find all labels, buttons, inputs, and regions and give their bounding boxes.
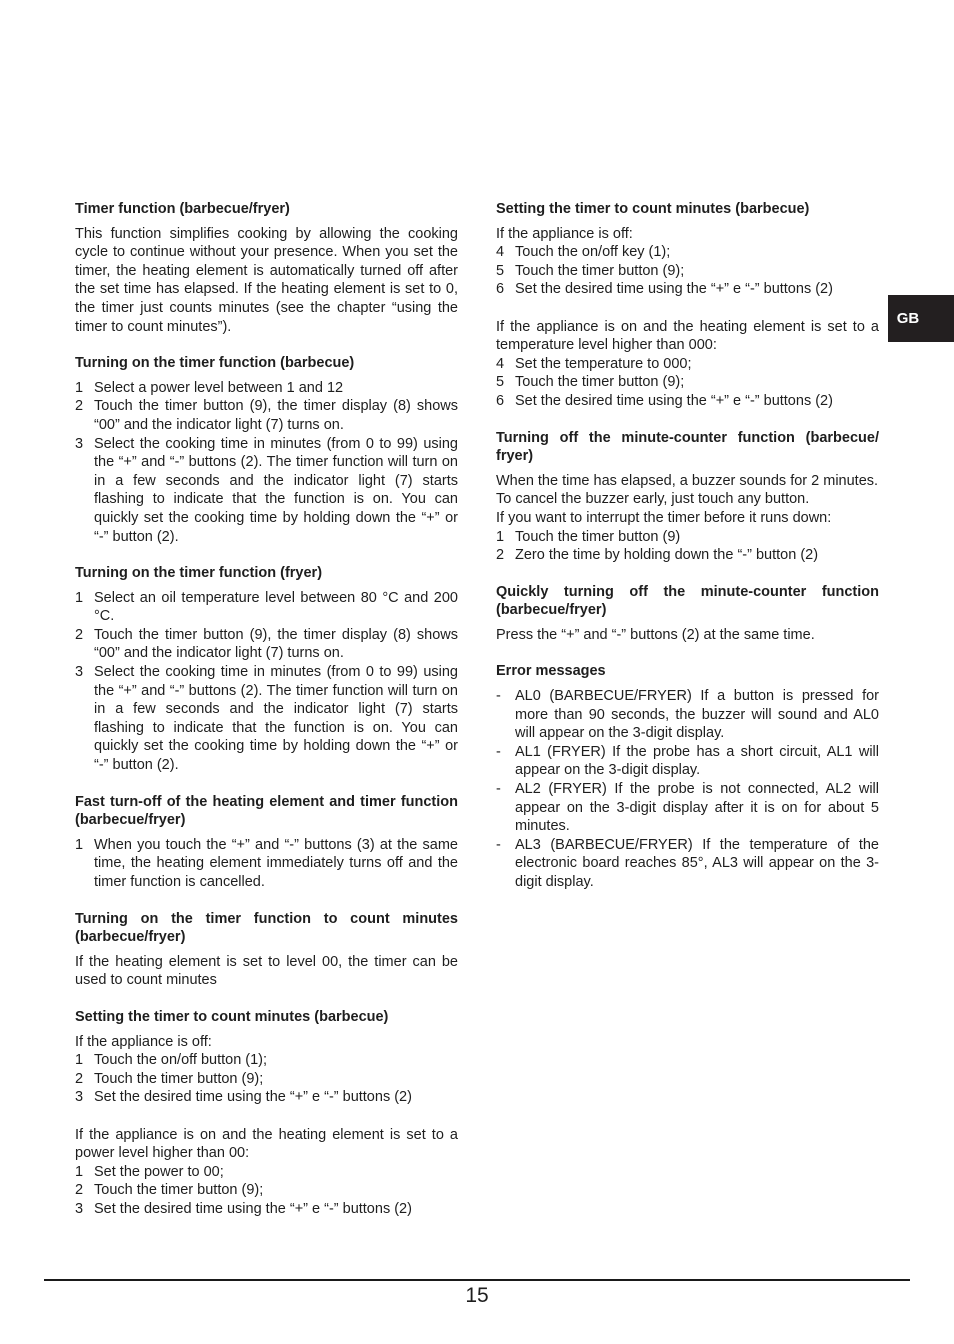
step-text: Set the desired time using the “+” e “-” buttons (2) <box>515 392 833 409</box>
condition-text: If the appliance is on and the heating element is set to a temperature level higher than 000: <box>496 318 879 354</box>
step-text: Touch the timer button (9); <box>515 374 685 391</box>
spacer <box>496 299 879 318</box>
step-text: Touch the on/off button (1); <box>94 1052 268 1069</box>
condition-text: If the appliance is on and the heating element is set to a power level higher than 00: <box>75 1126 458 1162</box>
step-number: 5 <box>496 262 505 279</box>
list-item <box>496 780 879 836</box>
step-number: 2 <box>75 1182 84 1199</box>
list-item <box>496 687 879 743</box>
section-error-messages <box>496 662 879 891</box>
step-text: Touch the timer button (9); <box>94 1070 264 1087</box>
step-text: Touch the timer button (9), the timer display (8) shows “00” and the indicator light (7) turns on. <box>94 398 458 433</box>
list-item <box>75 1200 458 1219</box>
step-number: 3 <box>75 1200 84 1217</box>
error-text: AL2 (FRYER) If the probe is not connected, AL2 will appear on the 3-digit display after it is on for about 5 minutes. <box>515 781 879 835</box>
footer-divider <box>44 1279 910 1281</box>
dash-marker: - <box>496 743 501 760</box>
spacer <box>75 1107 458 1126</box>
section-count-minutes <box>75 910 458 990</box>
step-text: Touch the timer button (9); <box>94 1182 264 1199</box>
step-number: 1 <box>75 379 84 396</box>
section-turning-off-minute-counter <box>496 429 879 565</box>
list-item <box>75 626 458 663</box>
step-number: 1 <box>496 528 505 545</box>
step-text: Touch the timer button (9), the timer display (8) shows “00” and the indicator light (7) turns on. <box>94 626 458 662</box>
step-text: Touch the timer button (9); <box>515 262 685 279</box>
step-number: 2 <box>75 1070 84 1087</box>
language-tab: GB <box>888 295 954 342</box>
list-item <box>496 262 879 281</box>
section-heading: Fast turn-off of the heating element and timer function (barbecue/fryer) <box>75 793 458 829</box>
section-heading: Turning on the timer function (fryer) <box>75 565 323 582</box>
condition-text: If the appliance is off: <box>75 1033 212 1050</box>
step-text: Select an oil temperature level between 80 °C and 200 °C. <box>94 589 458 625</box>
list-item <box>496 373 879 392</box>
step-number: 1 <box>75 1163 84 1180</box>
section-body: To cancel the buzzer early, just touch any button. <box>496 491 810 508</box>
list-item <box>496 836 879 892</box>
section-body: If you want to interrupt the timer before it runs down: <box>496 509 832 526</box>
list-item <box>496 280 879 299</box>
error-text: AL1 (FRYER) If the probe has a short circuit, AL1 will appear on the 3-digit display. <box>515 743 879 779</box>
list-item <box>75 1051 458 1070</box>
section-body: Press the “+” and “-” buttons (2) at the same time. <box>496 626 815 643</box>
left-column <box>75 200 458 1237</box>
step-list <box>75 836 458 892</box>
list-item <box>75 1070 458 1089</box>
list-item <box>496 392 879 411</box>
step-number: 3 <box>75 435 84 452</box>
step-number: 6 <box>496 392 505 409</box>
step-text: Set the desired time using the “+” e “-” buttons (2) <box>515 281 833 298</box>
step-text: Set the power to 00; <box>94 1163 224 1180</box>
section-timer-on-fryer <box>75 564 458 775</box>
step-list <box>75 379 458 546</box>
step-number: 3 <box>75 1089 84 1106</box>
page-number: 15 <box>465 1284 489 1307</box>
step-number: 2 <box>496 547 505 564</box>
step-text: Zero the time by holding down the “-” button (2) <box>515 547 819 564</box>
section-heading: Turning on the timer function to count minutes (barbecue/fryer) <box>75 910 458 946</box>
section-body: This function simplifies cooking by allowing the cooking cycle to continue without your presence. When you set the timer, the heating element is automatically turned off after the set time has elapsed. If the heating element is set to 0, the timer just counts minutes (see the chapter “using the timer to count minutes”). <box>75 225 458 335</box>
step-list <box>75 1051 458 1107</box>
dash-marker: - <box>496 781 501 798</box>
section-fast-turn-off <box>75 793 458 892</box>
list-item <box>496 243 879 262</box>
section-setting-timer-barbecue <box>75 1008 458 1219</box>
step-text: Set the desired time using the “+” e “-” buttons (2) <box>94 1200 412 1217</box>
step-number: 1 <box>75 1052 84 1069</box>
step-text: Select the cooking time in minutes (from 0 to 99) using the “+” and “-” buttons (2). The timer function will turn on in a few seconds and the indicator light (7) starts flashing to indicate that the function is on. You can quickly set the cooking time by holding down the “+” or “-” button (2). <box>94 435 458 545</box>
section-heading: Error messages <box>496 663 606 680</box>
list-item <box>496 743 879 780</box>
step-text: Select the cooking time in minutes (from 0 to 99) using the “+” and “-” buttons (2). The timer function will turn on in a few seconds and the indicator light (7) starts flashing to indicate that the function is on. You can quickly set the cooking time by holding down the “+” or “-” button (2). <box>94 664 458 774</box>
step-number: 5 <box>496 374 505 391</box>
list-item <box>75 397 458 434</box>
list-item <box>75 663 458 775</box>
step-text: When you touch the “+” and “-” buttons (3) at the same time, the heating element immediately turns off and the timer function is cancelled. <box>94 836 458 890</box>
step-number: 4 <box>496 355 505 372</box>
dash-marker: - <box>496 836 501 853</box>
error-text: AL3 (BARBECUE/FRYER) If the temperature of the electronic board reaches 85°, AL3 will appear on the 3-digit display. <box>515 836 879 890</box>
step-list <box>496 355 879 411</box>
step-text: Touch the timer button (9) <box>515 528 681 545</box>
condition-text: If the appliance is off: <box>496 225 633 242</box>
step-number: 6 <box>496 281 505 298</box>
step-number: 3 <box>75 664 84 681</box>
step-text: Touch the on/off key (1); <box>515 244 671 261</box>
step-number: 1 <box>75 836 84 853</box>
section-quickly-turning-off <box>496 583 879 645</box>
section-heading: Timer function (barbecue/fryer) <box>75 201 290 217</box>
list-item <box>496 546 879 565</box>
step-list <box>75 589 458 775</box>
section-heading: Setting the timer to count minutes (barbecue) <box>75 1008 389 1025</box>
step-number: 4 <box>496 244 505 261</box>
step-list <box>75 1163 458 1219</box>
step-text: Set the desired time using the “+” e “-” buttons (2) <box>94 1089 412 1106</box>
section-timer-function <box>75 200 458 336</box>
section-heading: Turning on the timer function (barbecue) <box>75 355 355 372</box>
section-timer-on-barbecue <box>75 354 458 546</box>
section-body: If the heating element is set to level 00, the timer can be used to count minutes <box>75 953 458 989</box>
list-item <box>75 836 458 892</box>
dash-marker: - <box>496 688 501 705</box>
list-item <box>496 355 879 374</box>
list-item <box>75 1088 458 1107</box>
step-text: Set the temperature to 000; <box>515 355 692 372</box>
step-number: 2 <box>75 398 84 415</box>
step-number: 2 <box>75 626 84 643</box>
step-list <box>496 243 879 299</box>
step-number: 1 <box>75 589 84 606</box>
step-text: Select a power level between 1 and 12 <box>94 379 344 396</box>
error-list <box>496 687 879 892</box>
step-list <box>496 528 879 565</box>
right-column <box>496 200 879 910</box>
section-heading: Setting the timer to count minutes (barbecue) <box>496 201 810 217</box>
error-text: AL0 (BARBECUE/FRYER) If a button is pressed for more than 90 seconds, the buzzer will sound and AL0 will appear on the 3-digit display. <box>515 688 879 742</box>
list-item <box>75 1163 458 1182</box>
section-setting-timer-barbecue-cont <box>496 200 879 411</box>
list-item <box>496 528 879 547</box>
list-item <box>75 379 458 398</box>
list-item <box>75 435 458 547</box>
section-heading: Quickly turning off the minute-counter function (barbecue/fryer) <box>496 583 879 619</box>
list-item <box>75 589 458 626</box>
list-item <box>75 1181 458 1200</box>
section-body: When the time has elapsed, a buzzer sounds for 2 minutes. <box>496 472 879 489</box>
section-heading: Turning off the minute-counter function (barbecue/ fryer) <box>496 429 879 465</box>
